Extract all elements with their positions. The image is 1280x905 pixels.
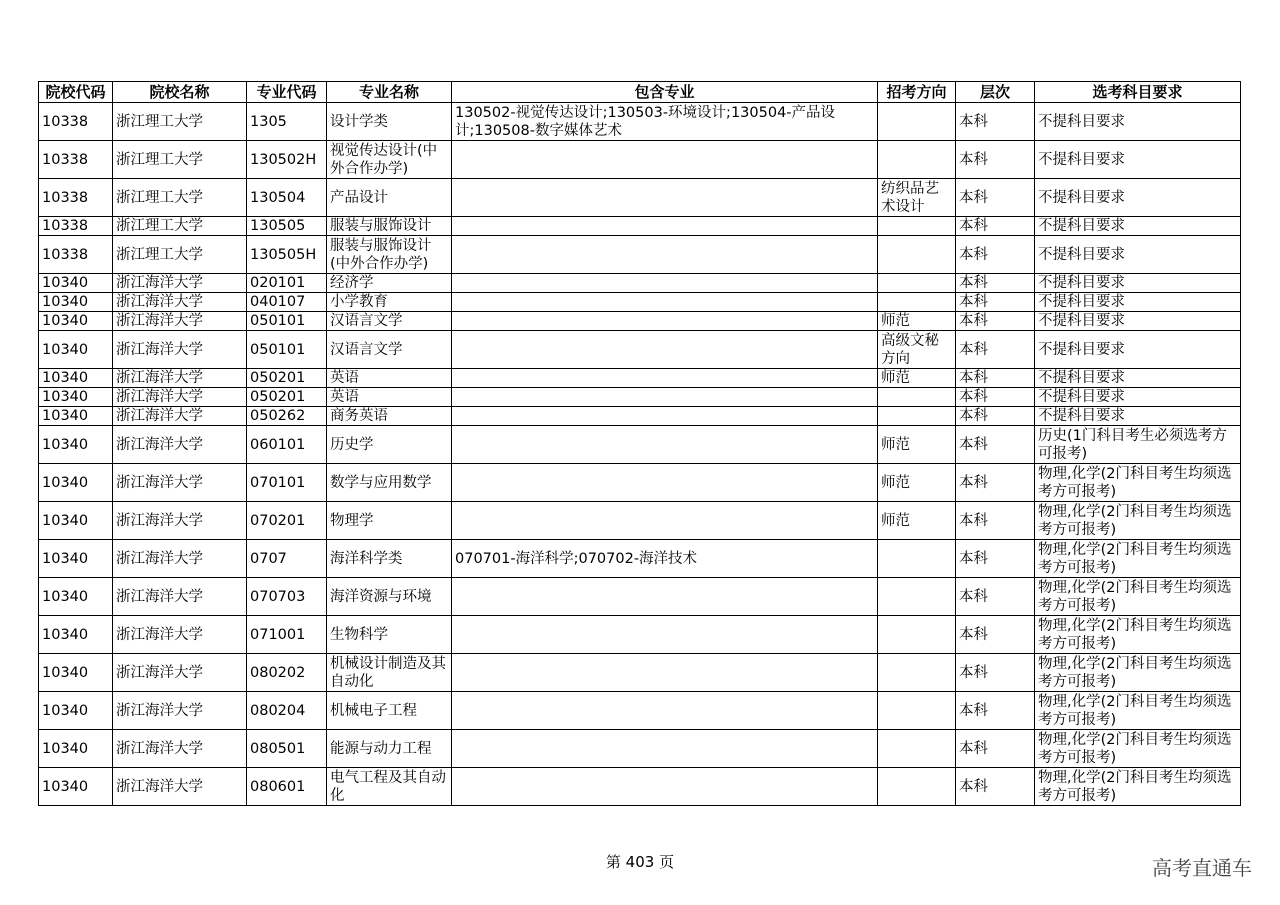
cell-school-code: 10340	[39, 331, 113, 369]
cell-level: 本科	[956, 502, 1035, 540]
cell-major-code: 020101	[247, 274, 327, 293]
cell-level: 本科	[956, 464, 1035, 502]
cell-included-majors	[452, 426, 878, 464]
cell-school-code: 10340	[39, 578, 113, 616]
table-row	[39, 293, 1241, 312]
cell-included-majors	[452, 388, 878, 407]
table-row	[39, 768, 1241, 806]
header-included-majors: 包含专业	[452, 82, 878, 103]
cell-major-code: 130502H	[247, 141, 327, 179]
cell-included-majors	[452, 692, 878, 730]
cell-school-name: 浙江海洋大学	[113, 502, 247, 540]
cell-major-name: 海洋科学类	[327, 540, 452, 578]
cell-school-code: 10340	[39, 502, 113, 540]
table-row	[39, 179, 1241, 217]
table-row	[39, 578, 1241, 616]
cell-subject-requirement: 物理,化学(2门科目考生均须选考方可报考)	[1035, 616, 1241, 654]
cell-major-code: 050262	[247, 407, 327, 426]
cell-major-name: 设计学类	[327, 103, 452, 141]
cell-included-majors	[452, 331, 878, 369]
cell-school-name: 浙江海洋大学	[113, 426, 247, 464]
cell-major-name: 数学与应用数学	[327, 464, 452, 502]
table-row	[39, 502, 1241, 540]
cell-included-majors	[452, 369, 878, 388]
cell-major-name: 视觉传达设计(中外合作办学)	[327, 141, 452, 179]
cell-subject-requirement: 不提科目要求	[1035, 236, 1241, 274]
header-school-name: 院校名称	[113, 82, 247, 103]
cell-level: 本科	[956, 236, 1035, 274]
cell-direction	[878, 768, 956, 806]
cell-level: 本科	[956, 331, 1035, 369]
table-row	[39, 426, 1241, 464]
cell-direction: 师范	[878, 464, 956, 502]
table-row	[39, 312, 1241, 331]
cell-major-name: 海洋资源与环境	[327, 578, 452, 616]
cell-major-name: 电气工程及其自动化	[327, 768, 452, 806]
cell-direction	[878, 540, 956, 578]
cell-major-code: 080601	[247, 768, 327, 806]
cell-school-name: 浙江海洋大学	[113, 274, 247, 293]
cell-level: 本科	[956, 312, 1035, 331]
table-row	[39, 369, 1241, 388]
cell-direction	[878, 616, 956, 654]
cell-major-code: 130505H	[247, 236, 327, 274]
cell-subject-requirement: 物理,化学(2门科目考生均须选考方可报考)	[1035, 502, 1241, 540]
cell-school-name: 浙江理工大学	[113, 236, 247, 274]
cell-school-name: 浙江海洋大学	[113, 540, 247, 578]
cell-school-code: 10340	[39, 616, 113, 654]
cell-school-name: 浙江海洋大学	[113, 692, 247, 730]
cell-major-code: 071001	[247, 616, 327, 654]
cell-included-majors	[452, 274, 878, 293]
cell-direction: 高级文秘方向	[878, 331, 956, 369]
cell-subject-requirement: 不提科目要求	[1035, 179, 1241, 217]
cell-subject-requirement: 不提科目要求	[1035, 331, 1241, 369]
table-row	[39, 692, 1241, 730]
cell-school-code: 10338	[39, 236, 113, 274]
cell-school-code: 10340	[39, 692, 113, 730]
cell-level: 本科	[956, 616, 1035, 654]
cell-major-code: 060101	[247, 426, 327, 464]
cell-major-code: 130504	[247, 179, 327, 217]
table-row	[39, 407, 1241, 426]
cell-school-name: 浙江海洋大学	[113, 407, 247, 426]
cell-included-majors	[452, 502, 878, 540]
cell-direction	[878, 236, 956, 274]
header-subject-requirement: 选考科目要求	[1035, 82, 1241, 103]
cell-direction: 师范	[878, 426, 956, 464]
table-header-row	[39, 82, 1241, 103]
cell-major-name: 商务英语	[327, 407, 452, 426]
cell-direction	[878, 293, 956, 312]
cell-major-code: 080501	[247, 730, 327, 768]
cell-school-name: 浙江海洋大学	[113, 768, 247, 806]
table-row	[39, 540, 1241, 578]
cell-school-code: 10340	[39, 293, 113, 312]
table-row	[39, 654, 1241, 692]
cell-major-name: 经济学	[327, 274, 452, 293]
cell-major-name: 汉语言文学	[327, 312, 452, 331]
cell-included-majors	[452, 730, 878, 768]
cell-direction: 纺织品艺术设计	[878, 179, 956, 217]
table-row	[39, 103, 1241, 141]
cell-major-code: 0707	[247, 540, 327, 578]
cell-subject-requirement: 不提科目要求	[1035, 388, 1241, 407]
cell-direction: 师范	[878, 369, 956, 388]
cell-major-name: 机械设计制造及其自动化	[327, 654, 452, 692]
table-row	[39, 464, 1241, 502]
cell-subject-requirement: 不提科目要求	[1035, 217, 1241, 236]
cell-major-code: 130505	[247, 217, 327, 236]
cell-subject-requirement: 历史(1门科目考生必须选考方可报考)	[1035, 426, 1241, 464]
cell-school-code: 10340	[39, 540, 113, 578]
table-row	[39, 616, 1241, 654]
cell-subject-requirement: 物理,化学(2门科目考生均须选考方可报考)	[1035, 540, 1241, 578]
header-school-code: 院校代码	[39, 82, 113, 103]
cell-direction	[878, 217, 956, 236]
cell-included-majors	[452, 654, 878, 692]
cell-level: 本科	[956, 217, 1035, 236]
cell-level: 本科	[956, 692, 1035, 730]
cell-level: 本科	[956, 369, 1035, 388]
cell-major-code: 080204	[247, 692, 327, 730]
cell-major-name: 服装与服饰设计	[327, 217, 452, 236]
cell-school-name: 浙江海洋大学	[113, 616, 247, 654]
cell-school-name: 浙江海洋大学	[113, 369, 247, 388]
cell-major-code: 070703	[247, 578, 327, 616]
cell-school-code: 10340	[39, 730, 113, 768]
cell-level: 本科	[956, 293, 1035, 312]
header-major-code: 专业代码	[247, 82, 327, 103]
cell-major-name: 英语	[327, 369, 452, 388]
cell-level: 本科	[956, 141, 1035, 179]
cell-major-code: 070101	[247, 464, 327, 502]
header-level: 层次	[956, 82, 1035, 103]
cell-major-name: 服装与服饰设计(中外合作办学)	[327, 236, 452, 274]
table-body	[39, 103, 1241, 806]
cell-school-name: 浙江理工大学	[113, 217, 247, 236]
cell-included-majors	[452, 407, 878, 426]
cell-level: 本科	[956, 179, 1035, 217]
cell-included-majors	[452, 768, 878, 806]
cell-major-name: 产品设计	[327, 179, 452, 217]
cell-major-name: 机械电子工程	[327, 692, 452, 730]
cell-direction	[878, 654, 956, 692]
cell-level: 本科	[956, 768, 1035, 806]
cell-included-majors	[452, 312, 878, 331]
cell-subject-requirement: 不提科目要求	[1035, 293, 1241, 312]
cell-level: 本科	[956, 540, 1035, 578]
cell-included-majors: 070701-海洋科学;070702-海洋技术	[452, 540, 878, 578]
cell-school-name: 浙江海洋大学	[113, 293, 247, 312]
cell-school-code: 10338	[39, 103, 113, 141]
cell-school-code: 10340	[39, 312, 113, 331]
cell-level: 本科	[956, 274, 1035, 293]
cell-included-majors	[452, 141, 878, 179]
cell-subject-requirement: 物理,化学(2门科目考生均须选考方可报考)	[1035, 730, 1241, 768]
cell-school-name: 浙江海洋大学	[113, 388, 247, 407]
cell-major-code: 050201	[247, 388, 327, 407]
cell-school-code: 10340	[39, 426, 113, 464]
cell-school-code: 10340	[39, 407, 113, 426]
cell-direction	[878, 407, 956, 426]
cell-subject-requirement: 物理,化学(2门科目考生均须选考方可报考)	[1035, 464, 1241, 502]
cell-level: 本科	[956, 578, 1035, 616]
cell-level: 本科	[956, 654, 1035, 692]
admission-table	[38, 81, 1241, 806]
cell-subject-requirement: 物理,化学(2门科目考生均须选考方可报考)	[1035, 768, 1241, 806]
cell-school-name: 浙江海洋大学	[113, 312, 247, 331]
cell-school-name: 浙江海洋大学	[113, 730, 247, 768]
cell-included-majors	[452, 578, 878, 616]
cell-school-name: 浙江理工大学	[113, 179, 247, 217]
cell-included-majors	[452, 217, 878, 236]
cell-subject-requirement: 不提科目要求	[1035, 141, 1241, 179]
watermark: 高考直通车	[1152, 856, 1252, 880]
cell-included-majors	[452, 293, 878, 312]
table-row	[39, 236, 1241, 274]
cell-direction	[878, 274, 956, 293]
cell-direction: 师范	[878, 502, 956, 540]
cell-school-code: 10340	[39, 388, 113, 407]
cell-subject-requirement: 不提科目要求	[1035, 274, 1241, 293]
cell-level: 本科	[956, 103, 1035, 141]
cell-subject-requirement: 物理,化学(2门科目考生均须选考方可报考)	[1035, 654, 1241, 692]
cell-subject-requirement: 物理,化学(2门科目考生均须选考方可报考)	[1035, 578, 1241, 616]
cell-level: 本科	[956, 426, 1035, 464]
header-direction: 招考方向	[878, 82, 956, 103]
table-row	[39, 141, 1241, 179]
cell-subject-requirement: 不提科目要求	[1035, 407, 1241, 426]
cell-major-code: 050201	[247, 369, 327, 388]
cell-school-name: 浙江海洋大学	[113, 654, 247, 692]
cell-direction	[878, 692, 956, 730]
cell-direction: 师范	[878, 312, 956, 331]
cell-included-majors	[452, 179, 878, 217]
cell-major-name: 能源与动力工程	[327, 730, 452, 768]
cell-school-code: 10340	[39, 369, 113, 388]
cell-major-code: 050101	[247, 331, 327, 369]
table-row	[39, 730, 1241, 768]
cell-included-majors	[452, 236, 878, 274]
cell-direction	[878, 388, 956, 407]
cell-major-name: 物理学	[327, 502, 452, 540]
cell-major-name: 英语	[327, 388, 452, 407]
table-row	[39, 388, 1241, 407]
cell-direction	[878, 578, 956, 616]
cell-included-majors: 130502-视觉传达设计;130503-环境设计;130504-产品设计;130508-数字媒体艺术	[452, 103, 878, 141]
cell-school-code: 10340	[39, 274, 113, 293]
cell-level: 本科	[956, 730, 1035, 768]
page-number: 第 403 页	[605, 853, 675, 871]
cell-school-code: 10340	[39, 654, 113, 692]
cell-major-name: 小学教育	[327, 293, 452, 312]
cell-school-code: 10340	[39, 768, 113, 806]
cell-subject-requirement: 物理,化学(2门科目考生均须选考方可报考)	[1035, 692, 1241, 730]
cell-school-name: 浙江海洋大学	[113, 578, 247, 616]
cell-school-name: 浙江海洋大学	[113, 464, 247, 502]
cell-major-code: 080202	[247, 654, 327, 692]
cell-major-code: 040107	[247, 293, 327, 312]
cell-school-code: 10338	[39, 217, 113, 236]
cell-level: 本科	[956, 388, 1035, 407]
cell-included-majors	[452, 616, 878, 654]
cell-major-code: 050101	[247, 312, 327, 331]
cell-direction	[878, 141, 956, 179]
cell-major-name: 汉语言文学	[327, 331, 452, 369]
table-row	[39, 217, 1241, 236]
cell-major-code: 070201	[247, 502, 327, 540]
cell-subject-requirement: 不提科目要求	[1035, 103, 1241, 141]
cell-major-code: 1305	[247, 103, 327, 141]
header-major-name: 专业名称	[327, 82, 452, 103]
cell-school-code: 10340	[39, 464, 113, 502]
cell-school-code: 10338	[39, 179, 113, 217]
cell-subject-requirement: 不提科目要求	[1035, 312, 1241, 331]
cell-included-majors	[452, 464, 878, 502]
cell-subject-requirement: 不提科目要求	[1035, 369, 1241, 388]
cell-direction	[878, 103, 956, 141]
cell-school-name: 浙江理工大学	[113, 141, 247, 179]
cell-major-name: 生物科学	[327, 616, 452, 654]
cell-school-name: 浙江海洋大学	[113, 331, 247, 369]
cell-school-name: 浙江理工大学	[113, 103, 247, 141]
cell-level: 本科	[956, 407, 1035, 426]
cell-major-name: 历史学	[327, 426, 452, 464]
table-row	[39, 274, 1241, 293]
cell-school-code: 10338	[39, 141, 113, 179]
cell-direction	[878, 730, 956, 768]
table-row	[39, 331, 1241, 369]
